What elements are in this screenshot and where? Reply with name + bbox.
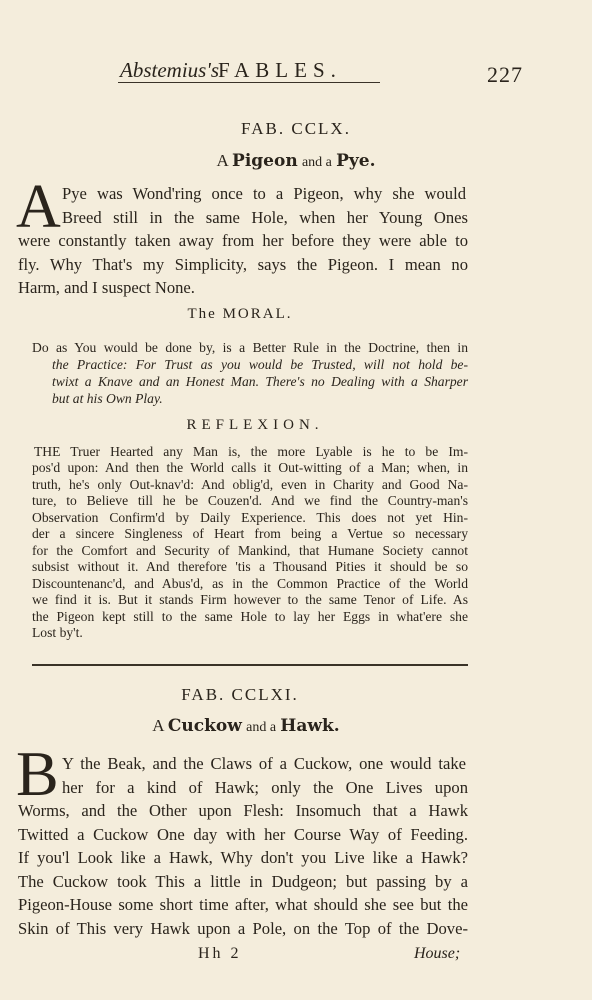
reflexion-line: ture, to Believe till he be Couzen'd. And we find the Country-man's [32,493,468,508]
reflexion-line: THE Truer Hearted any Man is, the more Lyable is he to be Im- [34,444,468,459]
reflexion-line: Lost by't. [32,625,83,640]
reflexion-line: pos'd upon: And then the World calls it Out-witting of a Man; when, in [32,460,468,475]
fable-text-line: The Cuckow took This a little in Dudgeon; but passing by a [18,872,468,891]
moral-heading: The MORAL. [187,306,293,322]
reflexion-line: Observation Confirm'd by Daily Experience. This does not yet Hin- [32,510,468,525]
fable-text-line: fly. Why That's my Simplicity, says the Pigeon. I mean no [18,255,468,274]
fable-title [0,150,592,174]
fable-title-hawk: Hawk. [280,716,340,736]
fable-text-line: Pigeon-House some short time after, what should she see but the [18,895,468,914]
fable-title-cuckow: Cuckow [167,716,242,736]
fable-title-and: and a [301,155,332,170]
section-divider [32,664,468,666]
reflexion-line: der a sincere Singleness of Heart from being a Vertue so necessary [32,526,468,541]
fable-text-line: her for a kind of Hawk; only the One Lives upon [62,778,468,797]
catchword: House; [414,945,461,962]
fable-text-line: Pye was Wond'ring once to a Pigeon, why she would [62,184,466,203]
fable-text-line: Skin of This very Hawk upon a Pole, on the Top of the Dove- [18,919,468,938]
moral-line: Do as You would be done by, is a Better Rule in the Doctrine, then in [32,340,468,355]
running-title: FABLES. [218,58,342,82]
fable-title-pigeon: Pigeon [232,151,298,171]
fable-text-line: were constantly taken away from her before they were able to [18,231,468,250]
fable-text-line: Worms, and the Other upon Flesh: Insomuch that a Hawk [18,801,468,820]
reflexion-line: the Pigeon kept still to the same Hole to lay her Eggs in what'ere she [32,609,468,624]
moral-line: but at his Own Play. [52,391,163,406]
fable-title-and: and a [246,720,277,735]
signature-mark: Hh 2 [198,945,242,962]
fable-title [0,715,492,739]
fable-title-article: A [152,716,164,735]
header-rule [118,82,380,83]
fable-text-line: Y the Beak, and the Claws of a Cuckow, one would take [62,754,466,773]
drop-cap: A [16,173,61,241]
fable-title-article: A [216,151,228,170]
running-header [120,56,420,84]
fable-text-line: If you'l Look like a Hawk, Why don't you Live like a Hawk? [18,848,468,867]
fable-text-line: Twitted a Cuckow One day with her Course Way of Feeding. [18,825,468,844]
reflexion-line: Discountenanc'd, and Abus'd, as in the Common Practice of the World [32,576,468,591]
moral-line: the Practice: For Trust as you would be Trusted, will not hold be- [52,357,468,372]
fable-text-line: Breed still in the same Hole, when her Young Ones [62,208,468,227]
fable-number: FAB. CCLXI. [181,685,299,704]
running-title-italic: Abstemius's [120,58,219,82]
reflexion-line: we find it is. But it stands Firm however to the same Tenor of Life. As [32,592,468,607]
fable-text-line: Harm, and I suspect None. [18,278,195,297]
reflexion-line: subsist without it. And therefore 'tis a Thousand Pities it should be so [32,559,468,574]
fable-number: FAB. CCLX. [241,119,351,138]
reflexion-line: for the Comfort and Security of Mankind, that Humane Society cannot [32,543,468,558]
fable-title-pye: Pye. [336,151,376,171]
reflexion-heading: REFLEXION. [186,417,324,433]
reflexion-line: truth, he's only Out-knav'd: And oblig'd, even in Charity and Good Na- [32,477,468,492]
page-number: 227 [487,62,523,87]
moral-line: twixt a Knave and an Honest Man. There's no Dealing with a Sharper [52,374,468,389]
drop-cap: B [16,738,59,809]
